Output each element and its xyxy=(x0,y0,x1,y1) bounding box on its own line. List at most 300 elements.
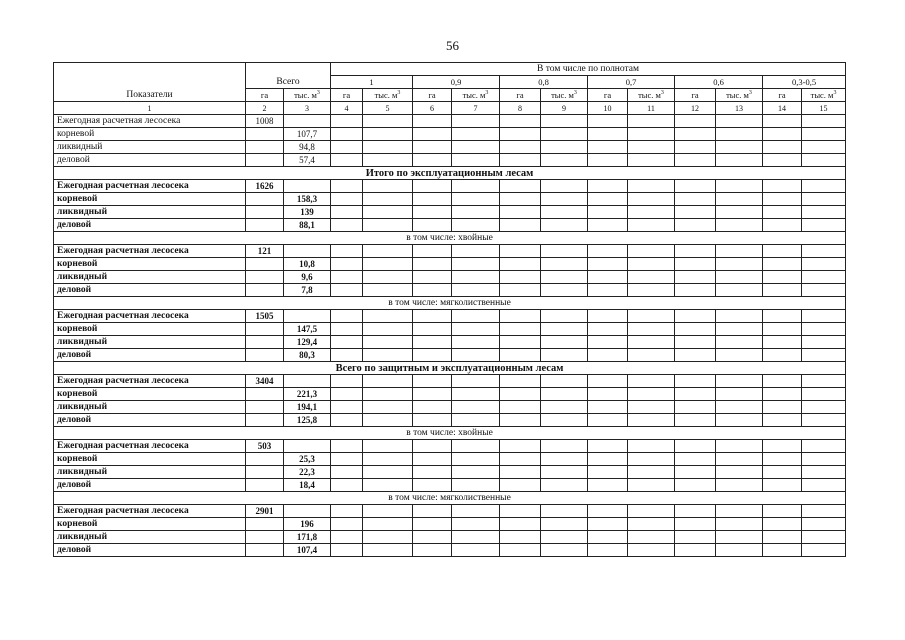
density-cell xyxy=(331,284,363,297)
density-cell xyxy=(716,414,763,427)
row-label: Ежегодная расчетная лесосека xyxy=(54,245,246,258)
column-number-9: 9 xyxy=(541,102,588,115)
table-row xyxy=(54,323,846,336)
header-unit-volume: тыс. $м^3$ xyxy=(802,89,846,102)
density-cell xyxy=(588,453,628,466)
density-cell xyxy=(452,193,500,206)
density-cell xyxy=(588,479,628,492)
density-cell xyxy=(363,440,413,453)
density-cell xyxy=(452,271,500,284)
density-cell xyxy=(413,141,452,154)
density-cell xyxy=(716,479,763,492)
section-title: в том числе: хвойные xyxy=(54,427,846,440)
density-cell xyxy=(413,401,452,414)
density-cell xyxy=(363,349,413,362)
density-cell xyxy=(763,388,802,401)
row-label: Ежегодная расчетная лесосека xyxy=(54,375,246,388)
column-number-13: 13 xyxy=(716,102,763,115)
row-label: Ежегодная расчетная лесосека xyxy=(54,310,246,323)
density-cell xyxy=(541,271,588,284)
row-label: деловой xyxy=(54,544,246,557)
total-volume-cell: 22,3 xyxy=(284,466,331,479)
density-cell xyxy=(500,349,541,362)
density-cell xyxy=(588,258,628,271)
density-cell xyxy=(628,128,675,141)
density-cell xyxy=(413,193,452,206)
density-cell xyxy=(675,128,716,141)
row-label: Ежегодная расчетная лесосека xyxy=(54,505,246,518)
density-cell xyxy=(763,323,802,336)
density-cell xyxy=(763,518,802,531)
row-label: корневой xyxy=(54,453,246,466)
row-label: ликвидный xyxy=(54,466,246,479)
total-ha-cell: 3404 xyxy=(246,375,284,388)
density-cell xyxy=(628,466,675,479)
header-density-0: 1 xyxy=(331,76,413,89)
density-cell xyxy=(763,258,802,271)
density-cell xyxy=(363,258,413,271)
density-cell xyxy=(331,544,363,557)
density-cell xyxy=(363,128,413,141)
section-title-row xyxy=(54,492,846,505)
density-cell xyxy=(363,219,413,232)
density-cell xyxy=(331,388,363,401)
density-cell xyxy=(413,154,452,167)
total-volume-cell xyxy=(284,180,331,193)
total-ha-cell: 121 xyxy=(246,245,284,258)
density-cell xyxy=(763,128,802,141)
total-volume-cell: 129,4 xyxy=(284,336,331,349)
total-ha-cell xyxy=(246,128,284,141)
density-cell xyxy=(541,258,588,271)
density-cell xyxy=(541,349,588,362)
density-cell xyxy=(675,388,716,401)
density-cell xyxy=(763,401,802,414)
density-cell xyxy=(413,479,452,492)
density-cell xyxy=(500,466,541,479)
row-label: корневой xyxy=(54,258,246,271)
density-cell xyxy=(716,245,763,258)
density-cell xyxy=(763,544,802,557)
density-cell xyxy=(802,154,846,167)
density-cell xyxy=(628,154,675,167)
total-volume-cell xyxy=(284,440,331,453)
total-volume-cell: 57,4 xyxy=(284,154,331,167)
column-number-14: 14 xyxy=(763,102,802,115)
row-label: корневой xyxy=(54,388,246,401)
total-volume-cell: 107,4 xyxy=(284,544,331,557)
column-number-8: 8 xyxy=(500,102,541,115)
density-cell xyxy=(716,531,763,544)
header-unit-volume: тыс. $м^3$ xyxy=(363,89,413,102)
density-cell xyxy=(628,349,675,362)
density-cell xyxy=(628,141,675,154)
density-cell xyxy=(363,154,413,167)
table-row xyxy=(54,375,846,388)
header-unit-ha: га xyxy=(331,89,363,102)
density-cell xyxy=(802,180,846,193)
density-cell xyxy=(628,518,675,531)
density-cell xyxy=(541,193,588,206)
density-cell xyxy=(541,544,588,557)
density-cell xyxy=(363,336,413,349)
density-cell xyxy=(413,219,452,232)
density-cell xyxy=(541,245,588,258)
density-cell xyxy=(331,245,363,258)
density-cell xyxy=(675,440,716,453)
total-volume-cell: 194,1 xyxy=(284,401,331,414)
density-cell xyxy=(588,128,628,141)
table-row xyxy=(54,479,846,492)
density-cell xyxy=(363,284,413,297)
density-cell xyxy=(452,453,500,466)
density-cell xyxy=(452,141,500,154)
density-cell xyxy=(331,375,363,388)
total-volume-cell: 125,8 xyxy=(284,414,331,427)
row-label: Ежегодная расчетная лесосека xyxy=(54,115,246,128)
density-cell xyxy=(588,518,628,531)
header-unit-volume: тыс. $м^3$ xyxy=(452,89,500,102)
density-cell xyxy=(628,453,675,466)
total-volume-cell: 18,4 xyxy=(284,479,331,492)
density-cell xyxy=(588,271,628,284)
density-cell xyxy=(675,193,716,206)
density-cell xyxy=(802,115,846,128)
density-cell xyxy=(413,453,452,466)
table-row xyxy=(54,414,846,427)
column-number-3: 3 xyxy=(284,102,331,115)
total-ha-cell xyxy=(246,219,284,232)
density-cell xyxy=(628,479,675,492)
density-cell xyxy=(802,323,846,336)
table-row xyxy=(54,258,846,271)
density-cell xyxy=(331,115,363,128)
density-cell xyxy=(541,479,588,492)
total-ha-cell xyxy=(246,141,284,154)
density-cell xyxy=(675,375,716,388)
section-title: в том числе: хвойные xyxy=(54,232,846,245)
density-cell xyxy=(500,206,541,219)
density-cell xyxy=(763,440,802,453)
density-cell xyxy=(628,115,675,128)
density-cell xyxy=(716,440,763,453)
table-row xyxy=(54,219,846,232)
density-cell xyxy=(802,453,846,466)
density-cell xyxy=(675,544,716,557)
density-cell xyxy=(500,128,541,141)
density-cell xyxy=(500,310,541,323)
column-number-1: 1 xyxy=(54,102,246,115)
density-cell xyxy=(716,349,763,362)
density-cell xyxy=(588,440,628,453)
density-cell xyxy=(716,388,763,401)
density-cell xyxy=(763,310,802,323)
density-cell xyxy=(716,336,763,349)
density-cell xyxy=(363,245,413,258)
density-cell xyxy=(716,141,763,154)
density-cell xyxy=(331,336,363,349)
density-cell xyxy=(500,284,541,297)
total-ha-cell xyxy=(246,323,284,336)
density-cell xyxy=(413,544,452,557)
density-cell xyxy=(628,310,675,323)
total-ha-cell: 1505 xyxy=(246,310,284,323)
total-ha-cell xyxy=(246,414,284,427)
row-label: деловой xyxy=(54,284,246,297)
density-cell xyxy=(452,128,500,141)
section-title-row xyxy=(54,232,846,245)
density-cell xyxy=(675,453,716,466)
density-cell xyxy=(588,505,628,518)
total-volume-cell: 10,8 xyxy=(284,258,331,271)
density-cell xyxy=(675,323,716,336)
header-unit-volume: тыс. $м^3$ xyxy=(541,89,588,102)
density-cell xyxy=(628,414,675,427)
header-unit-volume: тыс. $м^3$ xyxy=(628,89,675,102)
row-label: деловой xyxy=(54,479,246,492)
density-cell xyxy=(413,466,452,479)
density-cell xyxy=(802,271,846,284)
density-cell xyxy=(413,258,452,271)
density-cell xyxy=(588,141,628,154)
density-cell xyxy=(452,466,500,479)
density-cell xyxy=(452,479,500,492)
table-row xyxy=(54,271,846,284)
density-cell xyxy=(413,284,452,297)
density-cell xyxy=(588,284,628,297)
density-cell xyxy=(716,258,763,271)
density-cell xyxy=(541,414,588,427)
density-cell xyxy=(363,544,413,557)
row-label: Ежегодная расчетная лесосека xyxy=(54,440,246,453)
density-cell xyxy=(675,271,716,284)
table-row xyxy=(54,310,846,323)
density-cell xyxy=(628,258,675,271)
row-label: ликвидный xyxy=(54,206,246,219)
table-row xyxy=(54,505,846,518)
row-label: ликвидный xyxy=(54,141,246,154)
row-label: корневой xyxy=(54,193,246,206)
density-cell xyxy=(413,349,452,362)
density-cell xyxy=(500,531,541,544)
density-cell xyxy=(716,323,763,336)
density-cell xyxy=(363,180,413,193)
total-volume-cell xyxy=(284,375,331,388)
density-cell xyxy=(452,219,500,232)
row-label: деловой xyxy=(54,414,246,427)
density-cell xyxy=(628,336,675,349)
density-cell xyxy=(331,453,363,466)
total-ha-cell xyxy=(246,479,284,492)
table-row xyxy=(54,518,846,531)
density-cell xyxy=(413,245,452,258)
density-cell xyxy=(331,505,363,518)
density-cell xyxy=(331,219,363,232)
table-row xyxy=(54,453,846,466)
density-cell xyxy=(500,518,541,531)
density-cell xyxy=(675,310,716,323)
density-cell xyxy=(716,219,763,232)
table-row xyxy=(54,180,846,193)
total-ha-cell xyxy=(246,388,284,401)
density-cell xyxy=(628,271,675,284)
density-cell xyxy=(802,414,846,427)
row-label: ликвидный xyxy=(54,401,246,414)
density-cell xyxy=(628,284,675,297)
density-cell xyxy=(628,206,675,219)
density-cell xyxy=(588,115,628,128)
density-cell xyxy=(588,531,628,544)
table-row xyxy=(54,284,846,297)
density-cell xyxy=(802,349,846,362)
table-row xyxy=(54,349,846,362)
total-volume-cell: 94,8 xyxy=(284,141,331,154)
total-ha-cell: 2901 xyxy=(246,505,284,518)
header-unit-ha: га xyxy=(588,89,628,102)
density-cell xyxy=(500,375,541,388)
total-ha-cell: 1626 xyxy=(246,180,284,193)
total-volume-cell: 147,5 xyxy=(284,323,331,336)
header-density-2: 0,8 xyxy=(500,76,588,89)
density-cell xyxy=(541,115,588,128)
density-cell xyxy=(413,388,452,401)
row-label: Ежегодная расчетная лесосека xyxy=(54,180,246,193)
total-volume-cell: 80,3 xyxy=(284,349,331,362)
density-cell xyxy=(363,479,413,492)
table-row xyxy=(54,466,846,479)
density-cell xyxy=(452,258,500,271)
total-ha-cell xyxy=(246,531,284,544)
column-number-5: 5 xyxy=(363,102,413,115)
density-cell xyxy=(716,115,763,128)
density-cell xyxy=(588,193,628,206)
density-cell xyxy=(331,310,363,323)
density-cell xyxy=(588,375,628,388)
density-cell xyxy=(716,154,763,167)
allowable-cut-table xyxy=(53,62,846,557)
column-number-15: 15 xyxy=(802,102,846,115)
density-cell xyxy=(716,466,763,479)
table-row xyxy=(54,206,846,219)
density-cell xyxy=(628,544,675,557)
density-cell xyxy=(716,518,763,531)
density-cell xyxy=(716,453,763,466)
density-cell xyxy=(802,310,846,323)
density-cell xyxy=(363,323,413,336)
density-cell xyxy=(331,271,363,284)
section-title-row xyxy=(54,362,846,375)
density-cell xyxy=(413,180,452,193)
density-cell xyxy=(452,180,500,193)
density-cell xyxy=(363,310,413,323)
density-cell xyxy=(588,310,628,323)
total-volume-cell: 9,6 xyxy=(284,271,331,284)
density-cell xyxy=(452,245,500,258)
header-unit-ha: га xyxy=(413,89,452,102)
row-label: корневой xyxy=(54,128,246,141)
density-cell xyxy=(452,505,500,518)
density-cell xyxy=(452,349,500,362)
density-cell xyxy=(500,115,541,128)
density-cell xyxy=(363,141,413,154)
density-cell xyxy=(500,479,541,492)
density-cell xyxy=(500,193,541,206)
density-cell xyxy=(413,271,452,284)
total-volume-cell xyxy=(284,505,331,518)
row-label: корневой xyxy=(54,323,246,336)
density-cell xyxy=(452,310,500,323)
density-cell xyxy=(500,453,541,466)
total-ha-cell xyxy=(246,336,284,349)
density-cell xyxy=(716,128,763,141)
density-cell xyxy=(716,375,763,388)
column-number-12: 12 xyxy=(675,102,716,115)
total-ha-cell xyxy=(246,349,284,362)
density-cell xyxy=(331,414,363,427)
density-cell xyxy=(802,128,846,141)
density-cell xyxy=(802,518,846,531)
total-volume-cell: 196 xyxy=(284,518,331,531)
table-row xyxy=(54,193,846,206)
density-cell xyxy=(363,401,413,414)
density-cell xyxy=(413,440,452,453)
density-cell xyxy=(541,518,588,531)
density-cell xyxy=(588,245,628,258)
total-ha-cell xyxy=(246,284,284,297)
density-cell xyxy=(588,219,628,232)
density-cell xyxy=(675,505,716,518)
density-cell xyxy=(716,271,763,284)
density-cell xyxy=(763,219,802,232)
density-cell xyxy=(763,180,802,193)
column-number-4: 4 xyxy=(331,102,363,115)
total-ha-cell xyxy=(246,258,284,271)
table-row xyxy=(54,401,846,414)
density-cell xyxy=(802,388,846,401)
density-cell xyxy=(716,505,763,518)
density-cell xyxy=(541,128,588,141)
density-cell xyxy=(716,206,763,219)
density-cell xyxy=(588,154,628,167)
density-cell xyxy=(363,193,413,206)
density-cell xyxy=(500,505,541,518)
density-cell xyxy=(331,180,363,193)
density-cell xyxy=(763,245,802,258)
density-cell xyxy=(628,219,675,232)
density-cell xyxy=(452,375,500,388)
header-unit-volume: тыс. $м^3$ xyxy=(284,89,331,102)
density-cell xyxy=(716,401,763,414)
density-cell xyxy=(413,375,452,388)
density-cell xyxy=(802,219,846,232)
density-cell xyxy=(452,518,500,531)
density-cell xyxy=(802,440,846,453)
density-cell xyxy=(802,245,846,258)
density-cell xyxy=(541,141,588,154)
density-cell xyxy=(675,115,716,128)
table-row xyxy=(54,336,846,349)
density-cell xyxy=(763,531,802,544)
density-cell xyxy=(541,310,588,323)
density-cell xyxy=(331,479,363,492)
density-cell xyxy=(413,206,452,219)
column-number-10: 10 xyxy=(588,102,628,115)
density-cell xyxy=(802,479,846,492)
density-cell xyxy=(541,440,588,453)
density-cell xyxy=(628,323,675,336)
table-row xyxy=(54,245,846,258)
density-cell xyxy=(763,271,802,284)
